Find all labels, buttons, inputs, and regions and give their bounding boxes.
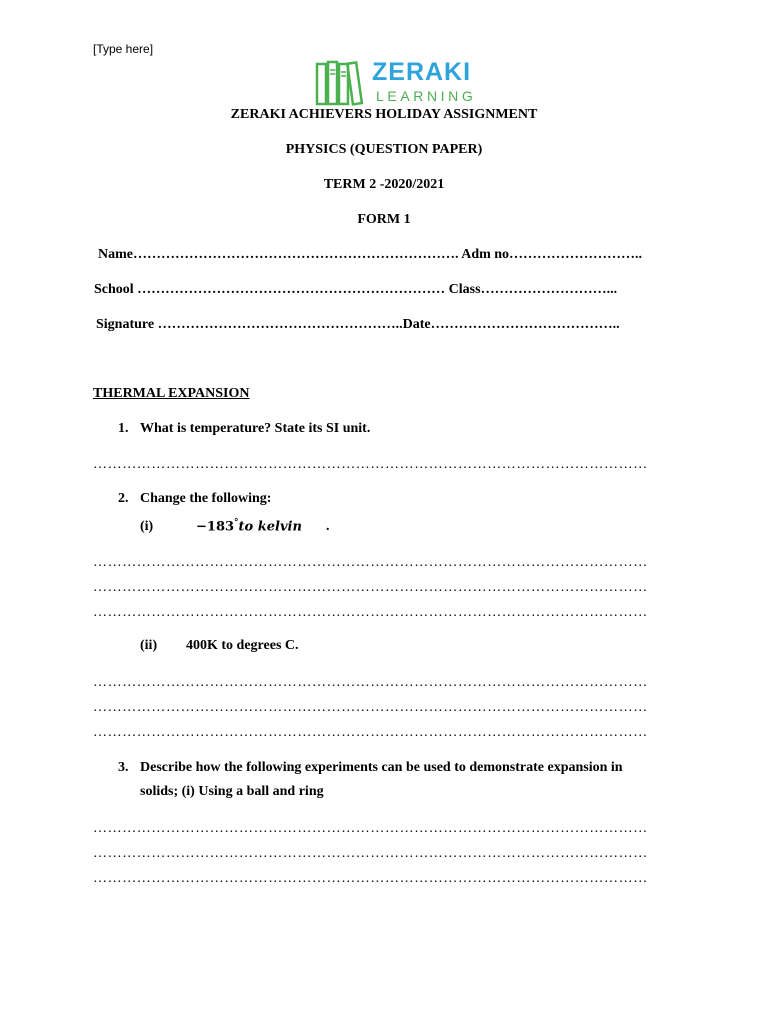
q2-text: Change the following: [140,491,272,506]
answer-line: …………………………………………………………………………………………………… [93,700,648,715]
q2-part-ii-text: 400K to degrees C. [186,638,299,653]
answer-line: …………………………………………………………………………………………………… [93,871,648,886]
section-title: THERMAL EXPANSION [93,386,250,401]
answer-line: …………………………………………………………………………………………………… [93,457,648,472]
signature-date-field: Signature ……………………………………………..Date………………………………….. [96,317,620,332]
answer-line: …………………………………………………………………………………………………… [93,580,648,595]
assignment-title: ZERAKI ACHIEVERS HOLIDAY ASSIGNMENT [230,107,538,122]
books-icon [314,58,374,108]
degree-sign: ° [234,518,239,528]
answer-line: …………………………………………………………………………………………………… [93,605,648,620]
q2-number: 2. [118,491,129,506]
q3-number: 3. [118,760,129,775]
answer-line: …………………………………………………………………………………………………… [93,675,648,690]
name-adm-field: Name……………………………………………………………. Adm no……………………….. [98,247,643,262]
q2-part-ii-label: (ii) [140,638,158,653]
subject-title: PHYSICS (QUESTION PAPER) [285,142,483,157]
answer-line: …………………………………………………………………………………………………… [93,846,648,861]
school-class-field: School ………………………………………………………… Class………………………... [94,282,618,297]
q2-part-i-expression [196,518,302,534]
math-unit-text: to kelvin [238,519,302,535]
form-title: FORM 1 [357,212,411,227]
answer-line: …………………………………………………………………………………………………… [93,555,648,570]
math-number: −183 [196,519,235,535]
q2-part-i-period: . [326,519,330,534]
q3-text-line1: Describe how the following experiments can be used to demonstrate expansion in [140,760,623,775]
term-title: TERM 2 -2020/2021 [323,177,445,192]
q3-text-line2: solids; (i) Using a ball and ring [140,784,324,799]
q2-part-i-label: (i) [140,519,154,534]
q1-text: What is temperature? State its SI unit. [140,421,371,436]
header-placeholder: [Type here] [93,42,154,56]
answer-line: …………………………………………………………………………………………………… [93,725,648,740]
logo-tagline: LEARNING [376,88,477,104]
q1-number: 1. [118,421,129,436]
logo-wordmark: ZERAKI [372,58,472,86]
answer-line: …………………………………………………………………………………………………… [93,821,648,836]
